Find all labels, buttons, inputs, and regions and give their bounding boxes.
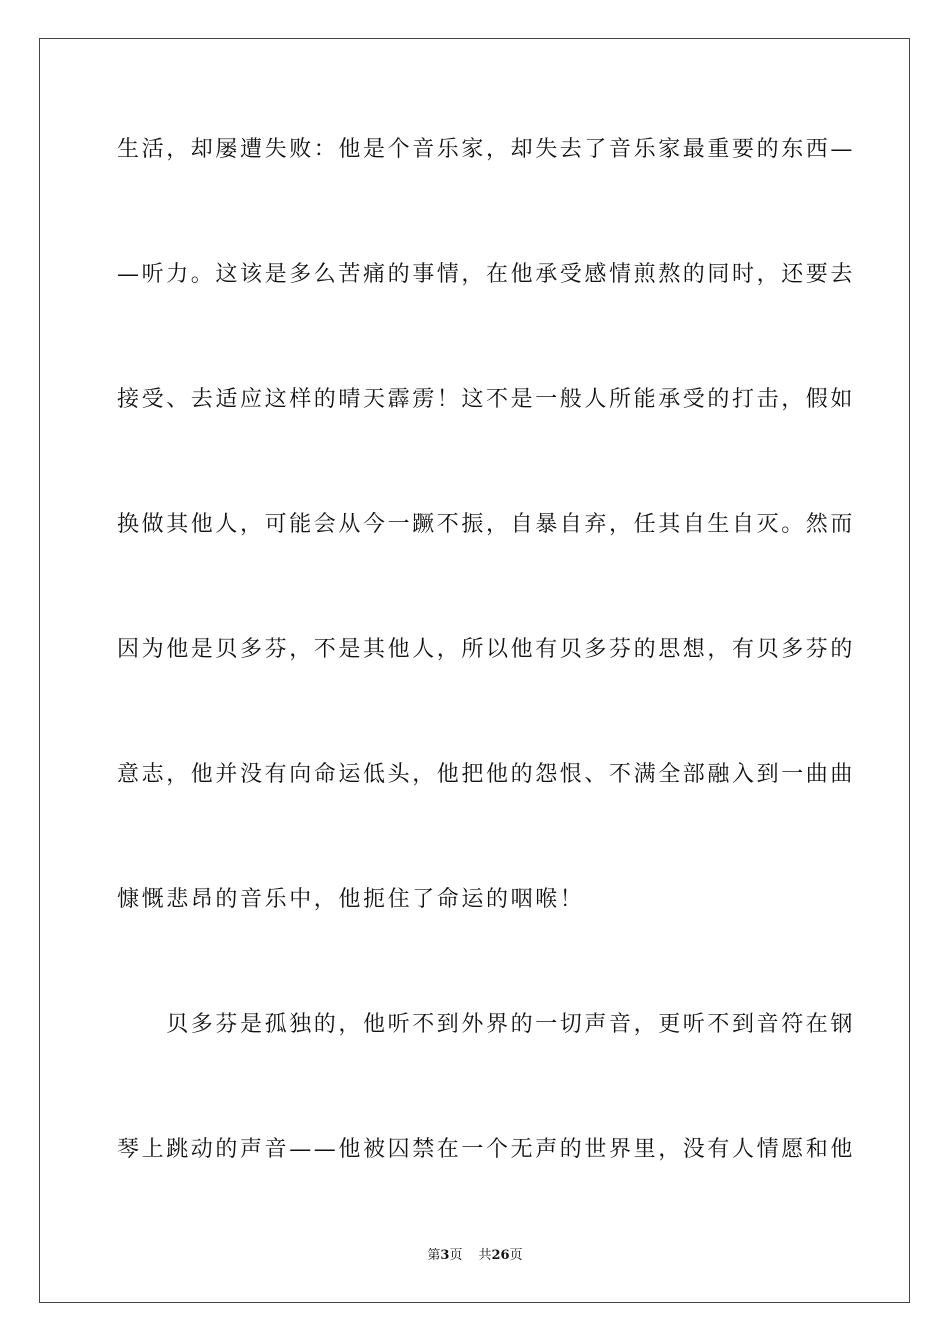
body-text-line: 接受、去适应这样的晴天霹雳！这不是一般人所能承受的打击，假如 [117,387,856,412]
body-text-line: —听力。这该是多么苦痛的事情，在他承受感情煎熬的同时，还要去 [117,262,856,287]
page-prefix: 第 [427,1248,441,1263]
page-number: 3 [440,1248,450,1263]
body-text-line: 贝多芬是孤独的，他听不到外界的一切声音，更听不到音符在钢 [117,1012,856,1037]
total-pages: 26 [491,1248,510,1263]
body-text-line: 琴上跳动的声音——他被囚禁在一个无声的世界里，没有人情愿和他 [117,1137,856,1162]
body-text-line: 因为他是贝多芬，不是其他人，所以他有贝多芬的思想，有贝多芬的 [117,637,856,662]
total-prefix: 共 [478,1248,492,1263]
body-text-line: 生活，却屡遭失败：他是个音乐家，却失去了音乐家最重要的东西— [117,137,856,162]
page-suffix: 页 [449,1248,463,1263]
page-border [39,38,910,1303]
body-text-line: 慷慨悲昂的音乐中，他扼住了命运的咽喉！ [117,887,585,912]
body-text-line: 换做其他人，可能会从今一蹶不振，自暴自弃，任其自生自灭。然而 [117,512,856,537]
total-suffix: 页 [509,1248,523,1263]
body-text-line: 意志，他并没有向命运低头，他把他的怨恨、不满全部融入到一曲曲 [117,762,856,787]
page-footer [0,1247,950,1265]
